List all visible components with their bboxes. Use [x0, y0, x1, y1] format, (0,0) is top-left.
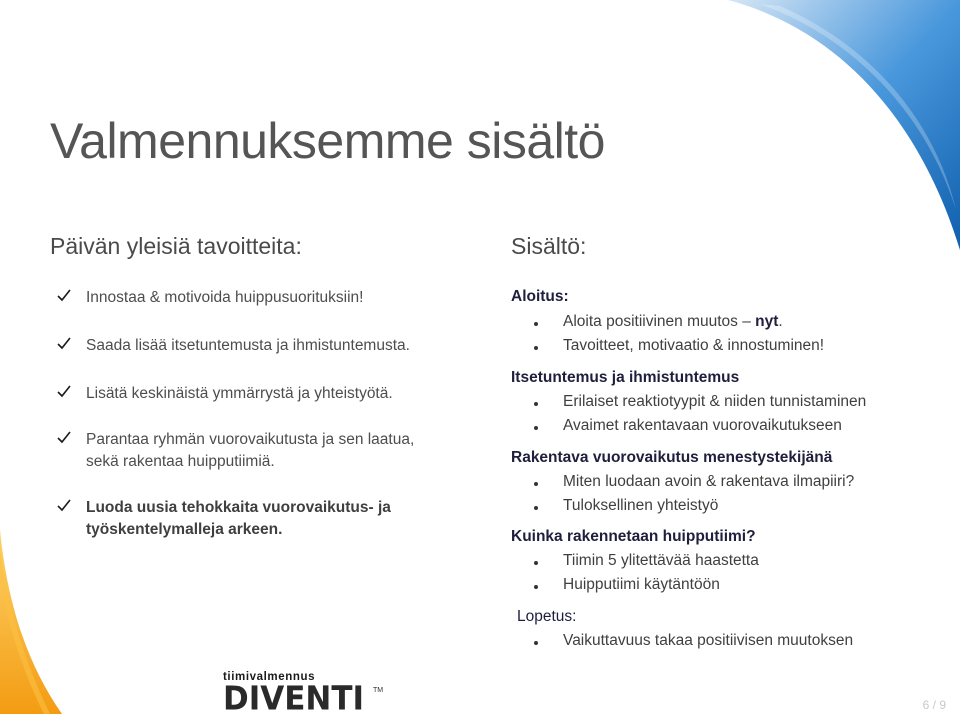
checkmark-icon: [56, 335, 72, 351]
section-item: [563, 313, 783, 331]
section-item: [563, 417, 842, 435]
bullet-icon: [534, 641, 538, 645]
goal-item: [56, 497, 456, 541]
goal-text: Parantaa ryhmän vuorovaikutusta ja sen laatua,: [86, 431, 415, 448]
section-item-text: Tavoitteet, motivaatio & innostuminen!: [563, 337, 825, 354]
checkmark-icon: [56, 497, 72, 513]
section-item: [563, 337, 824, 355]
bullet-icon: [534, 561, 538, 565]
section-item: [563, 393, 866, 411]
logo-wordmark: DIVENTI: [223, 680, 365, 718]
content-heading: Sisältö:: [511, 233, 587, 259]
section-item-text: Erilaiset reaktiotyypit & niiden tunnistaminen: [563, 393, 867, 410]
checkmark-icon: [56, 383, 72, 399]
goal-item: [56, 335, 456, 357]
diventi-logo: [223, 671, 384, 718]
logo-tagline: tiimivalmennus: [223, 671, 316, 683]
section-item: [563, 552, 759, 570]
bullet-icon: [534, 322, 538, 326]
section-item-text: Aloita positiivinen muutos –: [563, 313, 756, 330]
orange-swoosh-shape: [0, 530, 62, 714]
section-item-text: Vaikuttavuus takaa positiivisen muutoksen: [563, 632, 854, 649]
section-title: Rakentava vuorovaikutus menestystekijänä: [511, 449, 833, 466]
section-item-bold: nyt: [755, 313, 779, 330]
bullet-icon: [534, 482, 538, 486]
goal-item: [56, 287, 456, 309]
checkmark-icon: [56, 287, 72, 303]
goal-text-line2: työskentelymalleja arkeen.: [86, 521, 283, 538]
blue-swoosh-shape: [728, 0, 960, 250]
goal-text: Saada lisää itsetuntemusta ja ihmistuntemusta.: [86, 337, 410, 354]
section-item-text: Huipputiimi käytäntöön: [563, 576, 720, 593]
goal-item: [56, 383, 456, 405]
trademark-mark: TM: [373, 687, 384, 694]
goal-text: Luoda uusia tehokkaita vuorovaikutus- ja: [86, 499, 391, 516]
slide-title: Valmennuksemme sisältö: [50, 113, 605, 169]
section-item-text: Tuloksellinen yhteistyö: [563, 497, 719, 514]
goal-text-line2: sekä rakentaa huipputiimiä.: [86, 453, 275, 470]
bullet-icon: [534, 506, 538, 510]
section-title: Lopetus:: [517, 608, 577, 625]
goal-text: Lisätä keskinäistä ymmärrystä ja yhteistyötä.: [86, 385, 393, 402]
section-item: [563, 473, 854, 491]
section-item-text: Tiimin 5 ylitettävää haastetta: [563, 552, 759, 569]
goal-text: Innostaa & motivoida huippusuorituksiin!: [86, 289, 364, 306]
section-title: Itsetuntemus ja ihmistuntemus: [511, 369, 740, 386]
section-title: Aloitus:: [511, 288, 569, 305]
goals-heading: Päivän yleisiä tavoitteita:: [50, 233, 302, 259]
bullet-icon: [534, 402, 538, 406]
section-item: [563, 497, 718, 515]
bullet-icon: [534, 585, 538, 589]
section-item: [563, 632, 853, 650]
section-item-text: Miten luodaan avoin & rakentava ilmapiiri?: [563, 473, 855, 490]
checkmark-icon: [56, 429, 72, 445]
section-item-tail: .: [778, 313, 783, 330]
bullet-icon: [534, 346, 538, 350]
section-item: [563, 576, 720, 594]
bullet-icon: [534, 426, 538, 430]
goal-item: [56, 429, 456, 473]
page-number: 6 / 9: [922, 698, 946, 712]
section-item-text: Avaimet rakentavaan vuorovaikutukseen: [563, 417, 842, 434]
section-title: Kuinka rakennetaan huipputiimi?: [511, 528, 756, 545]
